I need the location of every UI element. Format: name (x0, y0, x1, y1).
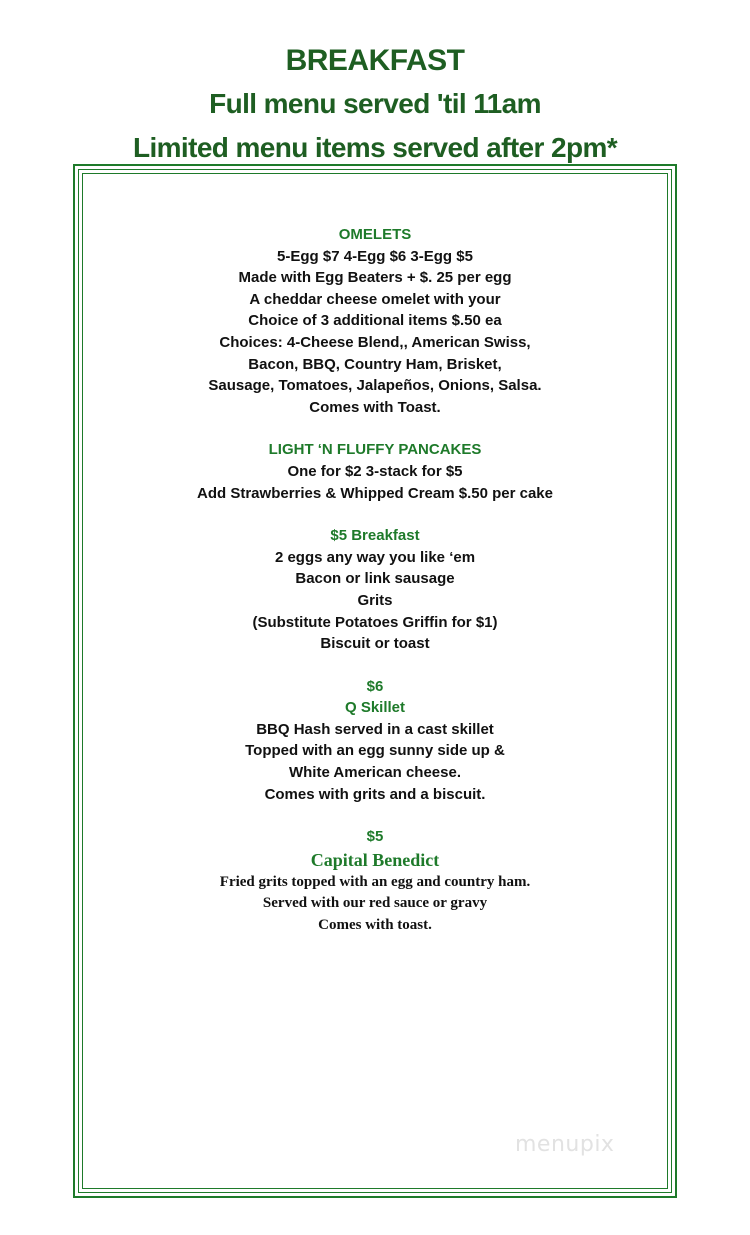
five-breakfast-line: 2 eggs any way you like ‘em (274, 548, 476, 566)
omelets-line: Made with Egg Beaters + $. 25 per egg (238, 269, 512, 287)
omelets-line: 5-Egg $7 4-Egg $6 3-Egg $5 (277, 247, 473, 265)
five-breakfast-section (80, 525, 670, 655)
benedict-line: Fried grits topped with an egg and country ham. (219, 873, 531, 890)
menu-header (0, 40, 750, 170)
benedict-price: $5 (366, 828, 384, 846)
skillet-price: $6 (366, 677, 384, 695)
omelets-line: Choices: 4-Cheese Blend,, American Swiss, (219, 333, 531, 351)
menu-content (80, 224, 670, 937)
section-gap (80, 805, 670, 826)
omelets-line: Sausage, Tomatoes, Jalapeños, Onions, Salsa. (208, 377, 542, 395)
skillet-line: White American cheese. (288, 764, 461, 782)
section-gap (80, 504, 670, 525)
omelets-line: A cheddar cheese omelet with your (249, 290, 501, 308)
pancakes-title: LIGHT ‘N FLUFFY PANCAKES (268, 441, 482, 459)
pancakes-section (80, 439, 670, 504)
omelets-line: Comes with Toast. (309, 398, 441, 416)
pancakes-line: Add Strawberries & Whipped Cream $.50 per cake (197, 484, 553, 502)
five-breakfast-line: (Substitute Potatoes Griffin for $1) (252, 613, 498, 631)
benedict-line: Served with our red sauce or gravy (262, 895, 488, 912)
section-gap (80, 418, 670, 439)
five-breakfast-line: Grits (357, 591, 393, 609)
section-gap (80, 655, 670, 676)
benedict-line: Comes with toast. (318, 917, 432, 934)
five-breakfast-line: Bacon or link sausage (295, 570, 455, 588)
omelets-line: Bacon, BBQ, Country Ham, Brisket, (248, 355, 502, 373)
five-breakfast-line: Biscuit or toast (320, 635, 430, 653)
limited-menu-hours: Limited menu items served after 2pm* (132, 132, 618, 163)
benedict-title: Capital Benedict (310, 849, 440, 870)
omelets-title: OMELETS (338, 226, 412, 243)
menupix-watermark: menupix (515, 1132, 615, 1157)
benedict-section (80, 826, 670, 936)
skillet-title: Q Skillet (344, 699, 406, 717)
skillet-line: Comes with grits and a biscuit. (264, 785, 486, 803)
omelets-section (80, 224, 670, 418)
skillet-line: Topped with an egg sunny side up & (245, 742, 505, 760)
omelets-line: Choice of 3 additional items $.50 ea (248, 312, 502, 330)
pancakes-line: One for $2 3-stack for $5 (287, 462, 463, 480)
page-title: BREAKFAST (285, 44, 465, 77)
five-breakfast-title: $5 Breakfast (330, 527, 420, 545)
skillet-line: BBQ Hash served in a cast skillet (256, 720, 494, 738)
skillet-section (80, 676, 670, 806)
full-menu-hours: Full menu served 'til 11am (209, 88, 541, 119)
